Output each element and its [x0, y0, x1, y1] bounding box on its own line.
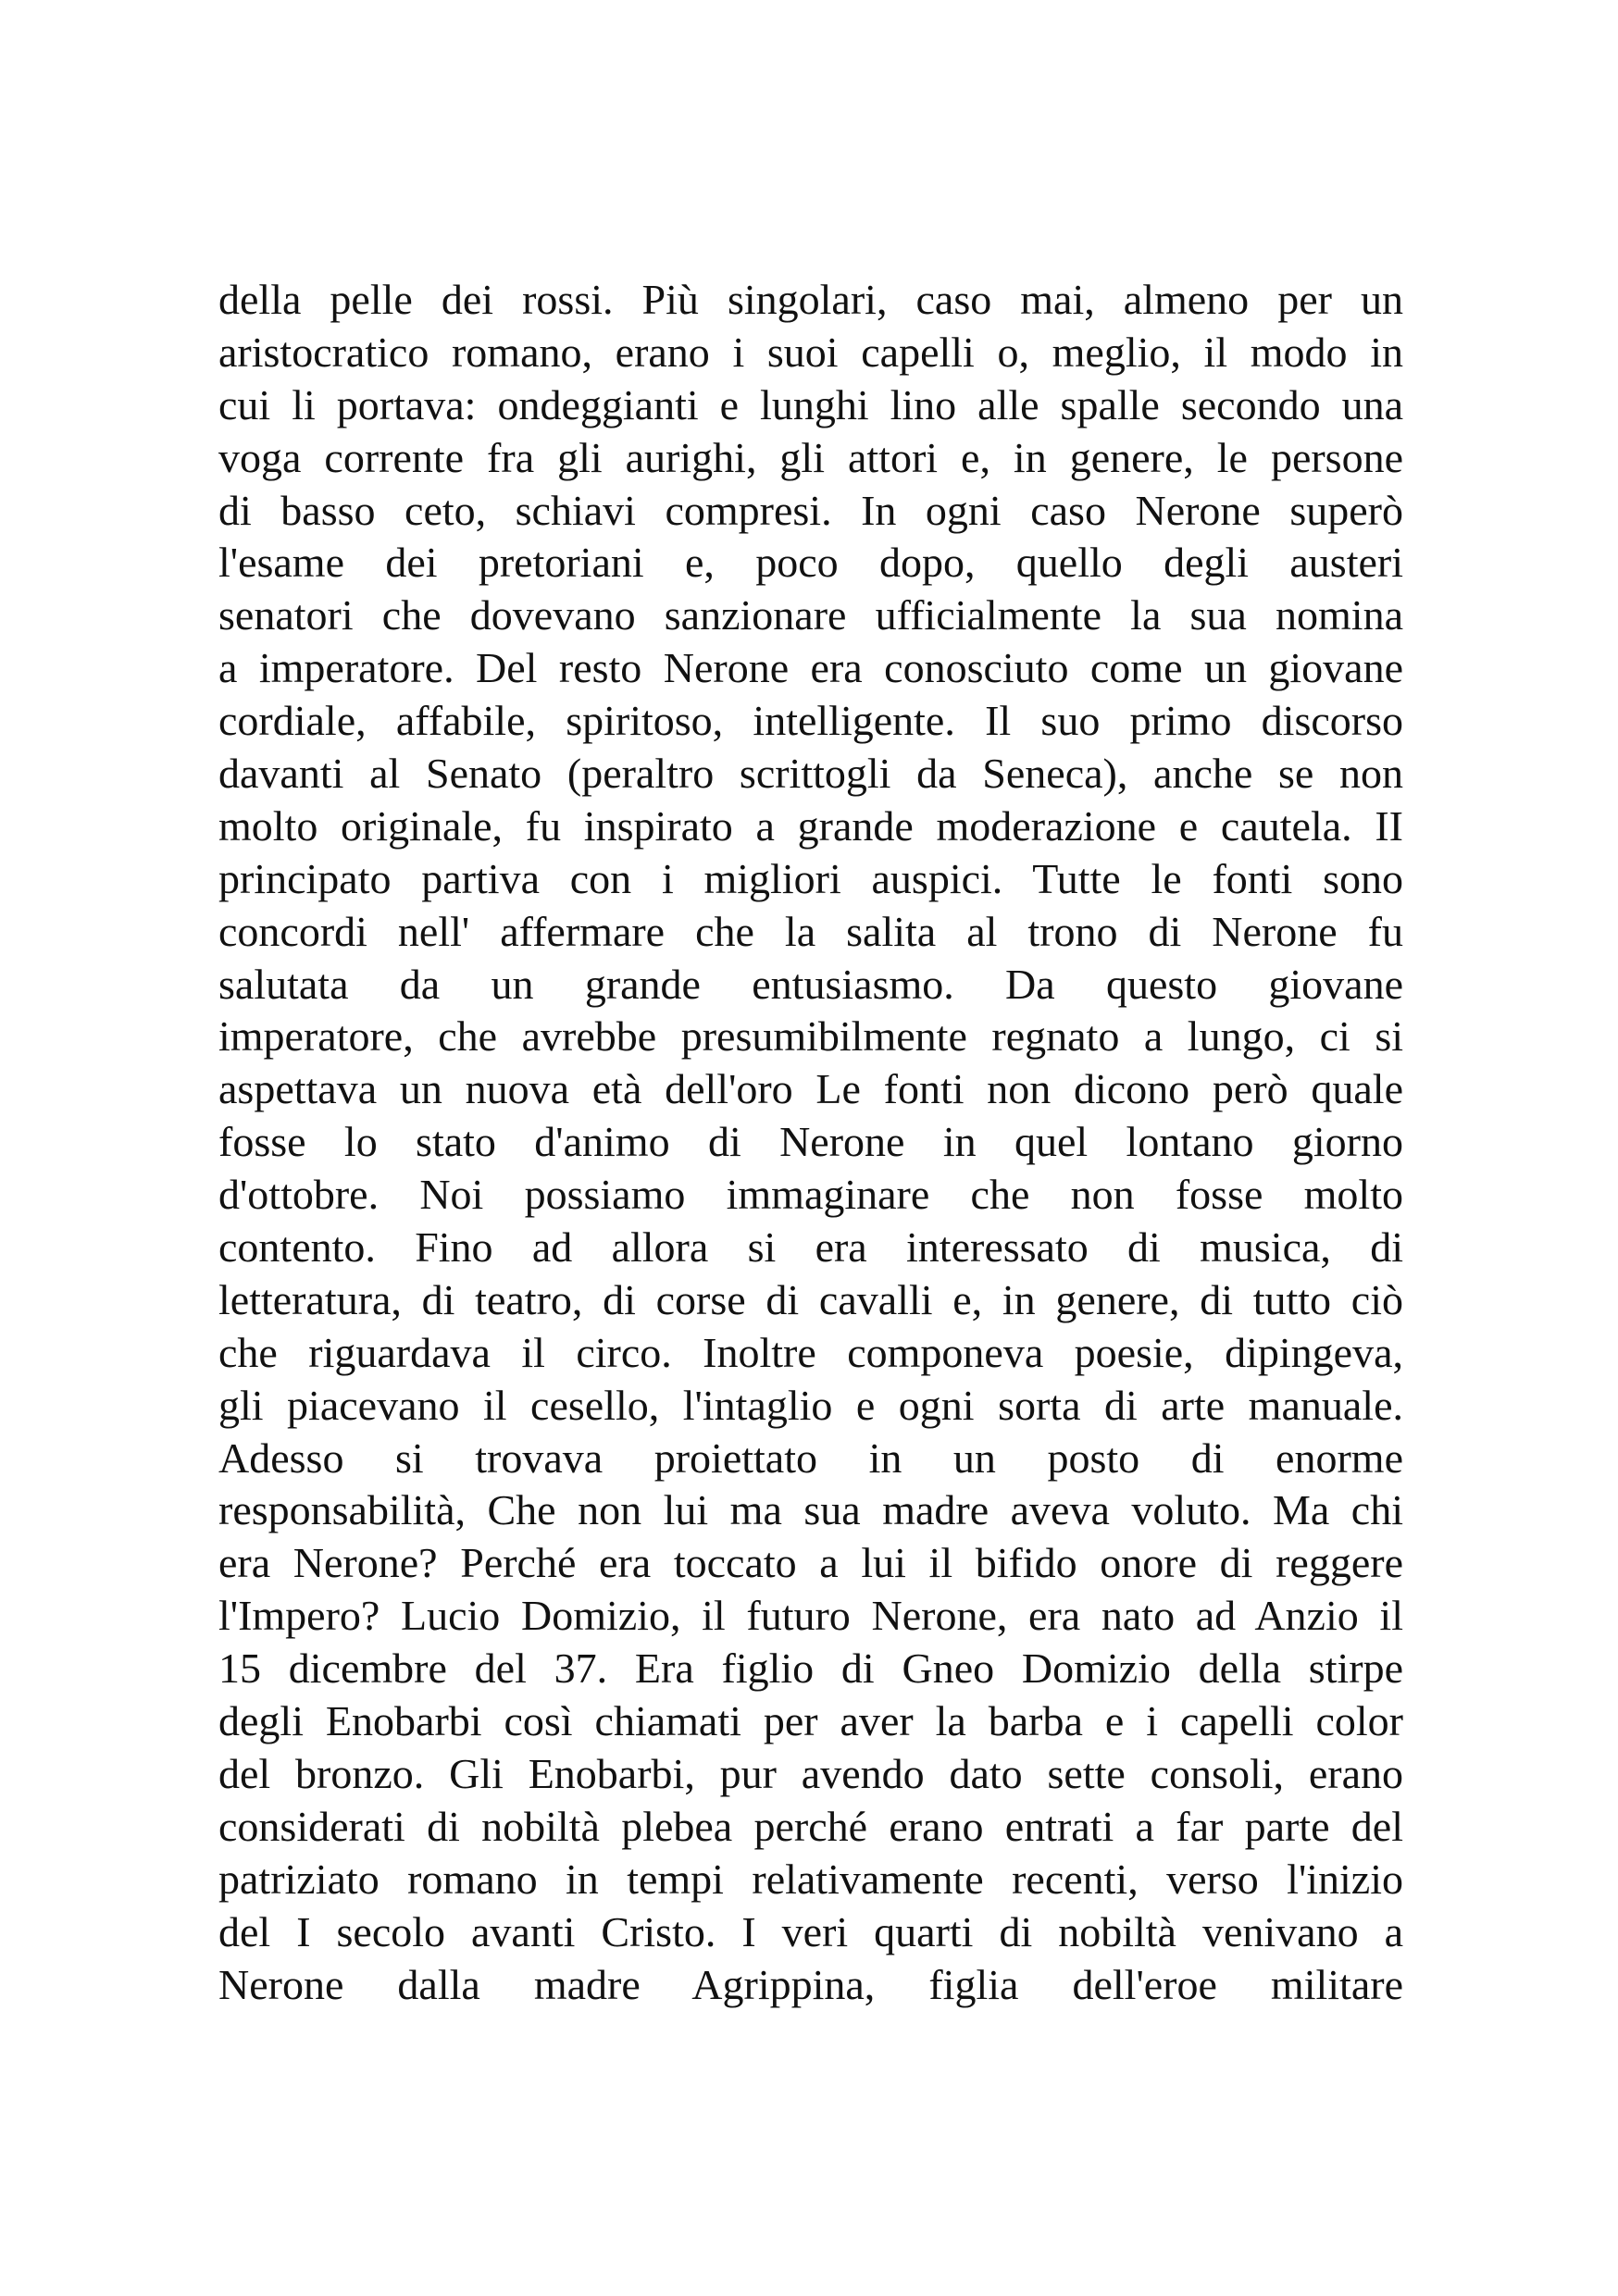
text-line-29: del bronzo. Gli Enobarbi, pur avendo dato sette consoli, erano	[218, 1749, 1403, 1797]
text-line-19: contento. Fino ad allora si era interessato di musica, di	[218, 1223, 1403, 1272]
body-text	[218, 274, 1403, 2011]
text-line-3: cui li portava: ondeggianti e lunghi lino alle spalle secondo una	[218, 380, 1403, 428]
text-line-13: concordi nell' affermare che la salita al trono di Nerone fu	[218, 907, 1403, 955]
text-line-11: molto originale, fu inspirato a grande moderazione e cautela. II	[218, 801, 1403, 850]
text-line-30: considerati di nobiltà plebea perché erano entrati a far parte del	[218, 1802, 1403, 1850]
text-line-21: che riguardava il circo. Inoltre componeva poesie, dipingeva,	[218, 1328, 1403, 1376]
text-line-4: voga corrente fra gli aurighi, gli attori e, in genere, le persone	[218, 433, 1403, 481]
text-line-18: d'ottobre. Noi possiamo immaginare che non fosse molto	[218, 1171, 1403, 1219]
text-line-1: della pelle dei rossi. Più singolari, caso mai, almeno per un	[218, 276, 1403, 323]
text-line-6: l'esame dei pretoriani e, poco dopo, quello degli austeri	[218, 539, 1403, 587]
text-line-7: senatori che dovevano sanzionare ufficialmente la sua nomina	[218, 591, 1403, 639]
text-line-2: aristocratico romano, erano i suoi capelli o, meglio, il modo in	[218, 328, 1403, 376]
text-line-9: cordiale, affabile, spiritoso, intelligente. Il suo primo discorso	[218, 697, 1403, 745]
text-line-24: responsabilità, Che non lui ma sua madre aveva voluto. Ma chi	[218, 1486, 1403, 1534]
text-line-10: davanti al Senato (peraltro scrittogli da Seneca), anche se non	[218, 750, 1403, 798]
text-line-15: imperatore, che avrebbe presumibilmente regnato a lungo, ci si	[218, 1012, 1403, 1061]
text-line-23: Adesso si trovava proiettato in un posto di enorme	[218, 1433, 1403, 1482]
text-line-22: gli piacevano il cesello, l'intaglio e ogni sorta di arte manuale.	[218, 1381, 1403, 1429]
text-line-31: patriziato romano in tempi relativamente recenti, verso l'inizio	[218, 1855, 1403, 1903]
text-line-26: l'Impero? Lucio Domizio, il futuro Nerone, era nato ad Anzio il	[218, 1592, 1403, 1640]
text-line-25: era Nerone? Perché era toccato a lui il bifido onore di reggere	[218, 1539, 1403, 1587]
text-line-28: degli Enobarbi così chiamati per aver la barba e i capelli color	[218, 1697, 1403, 1745]
text-line-33: Nerone dalla madre Agrippina, figlia dell'eroe militare	[218, 1960, 1403, 2008]
text-line-5: di basso ceto, schiavi compresi. In ogni caso Nerone superò	[218, 486, 1403, 534]
text-line-20: letteratura, di teatro, di corse di cavalli e, in genere, di tutto ciò	[218, 1275, 1403, 1323]
text-line-17: fosse lo stato d'animo di Nerone in quel lontano giorno	[218, 1118, 1403, 1166]
text-line-12: principato partiva con i migliori auspici. Tutte le fonti sono	[218, 854, 1403, 902]
text-line-8: a imperatore. Del resto Nerone era conosciuto come un giovane	[218, 644, 1403, 692]
text-line-14: salutata da un grande entusiasmo. Da questo giovane	[218, 960, 1403, 1008]
text-line-27: 15 dicembre del 37. Era figlio di Gneo Domizio della stirpe	[218, 1644, 1403, 1693]
text-line-32: del I secolo avanti Cristo. I veri quarti di nobiltà venivano a	[218, 1907, 1403, 1955]
text-line-16: aspettava un nuova età dell'oro Le fonti non dicono però quale	[218, 1065, 1403, 1113]
